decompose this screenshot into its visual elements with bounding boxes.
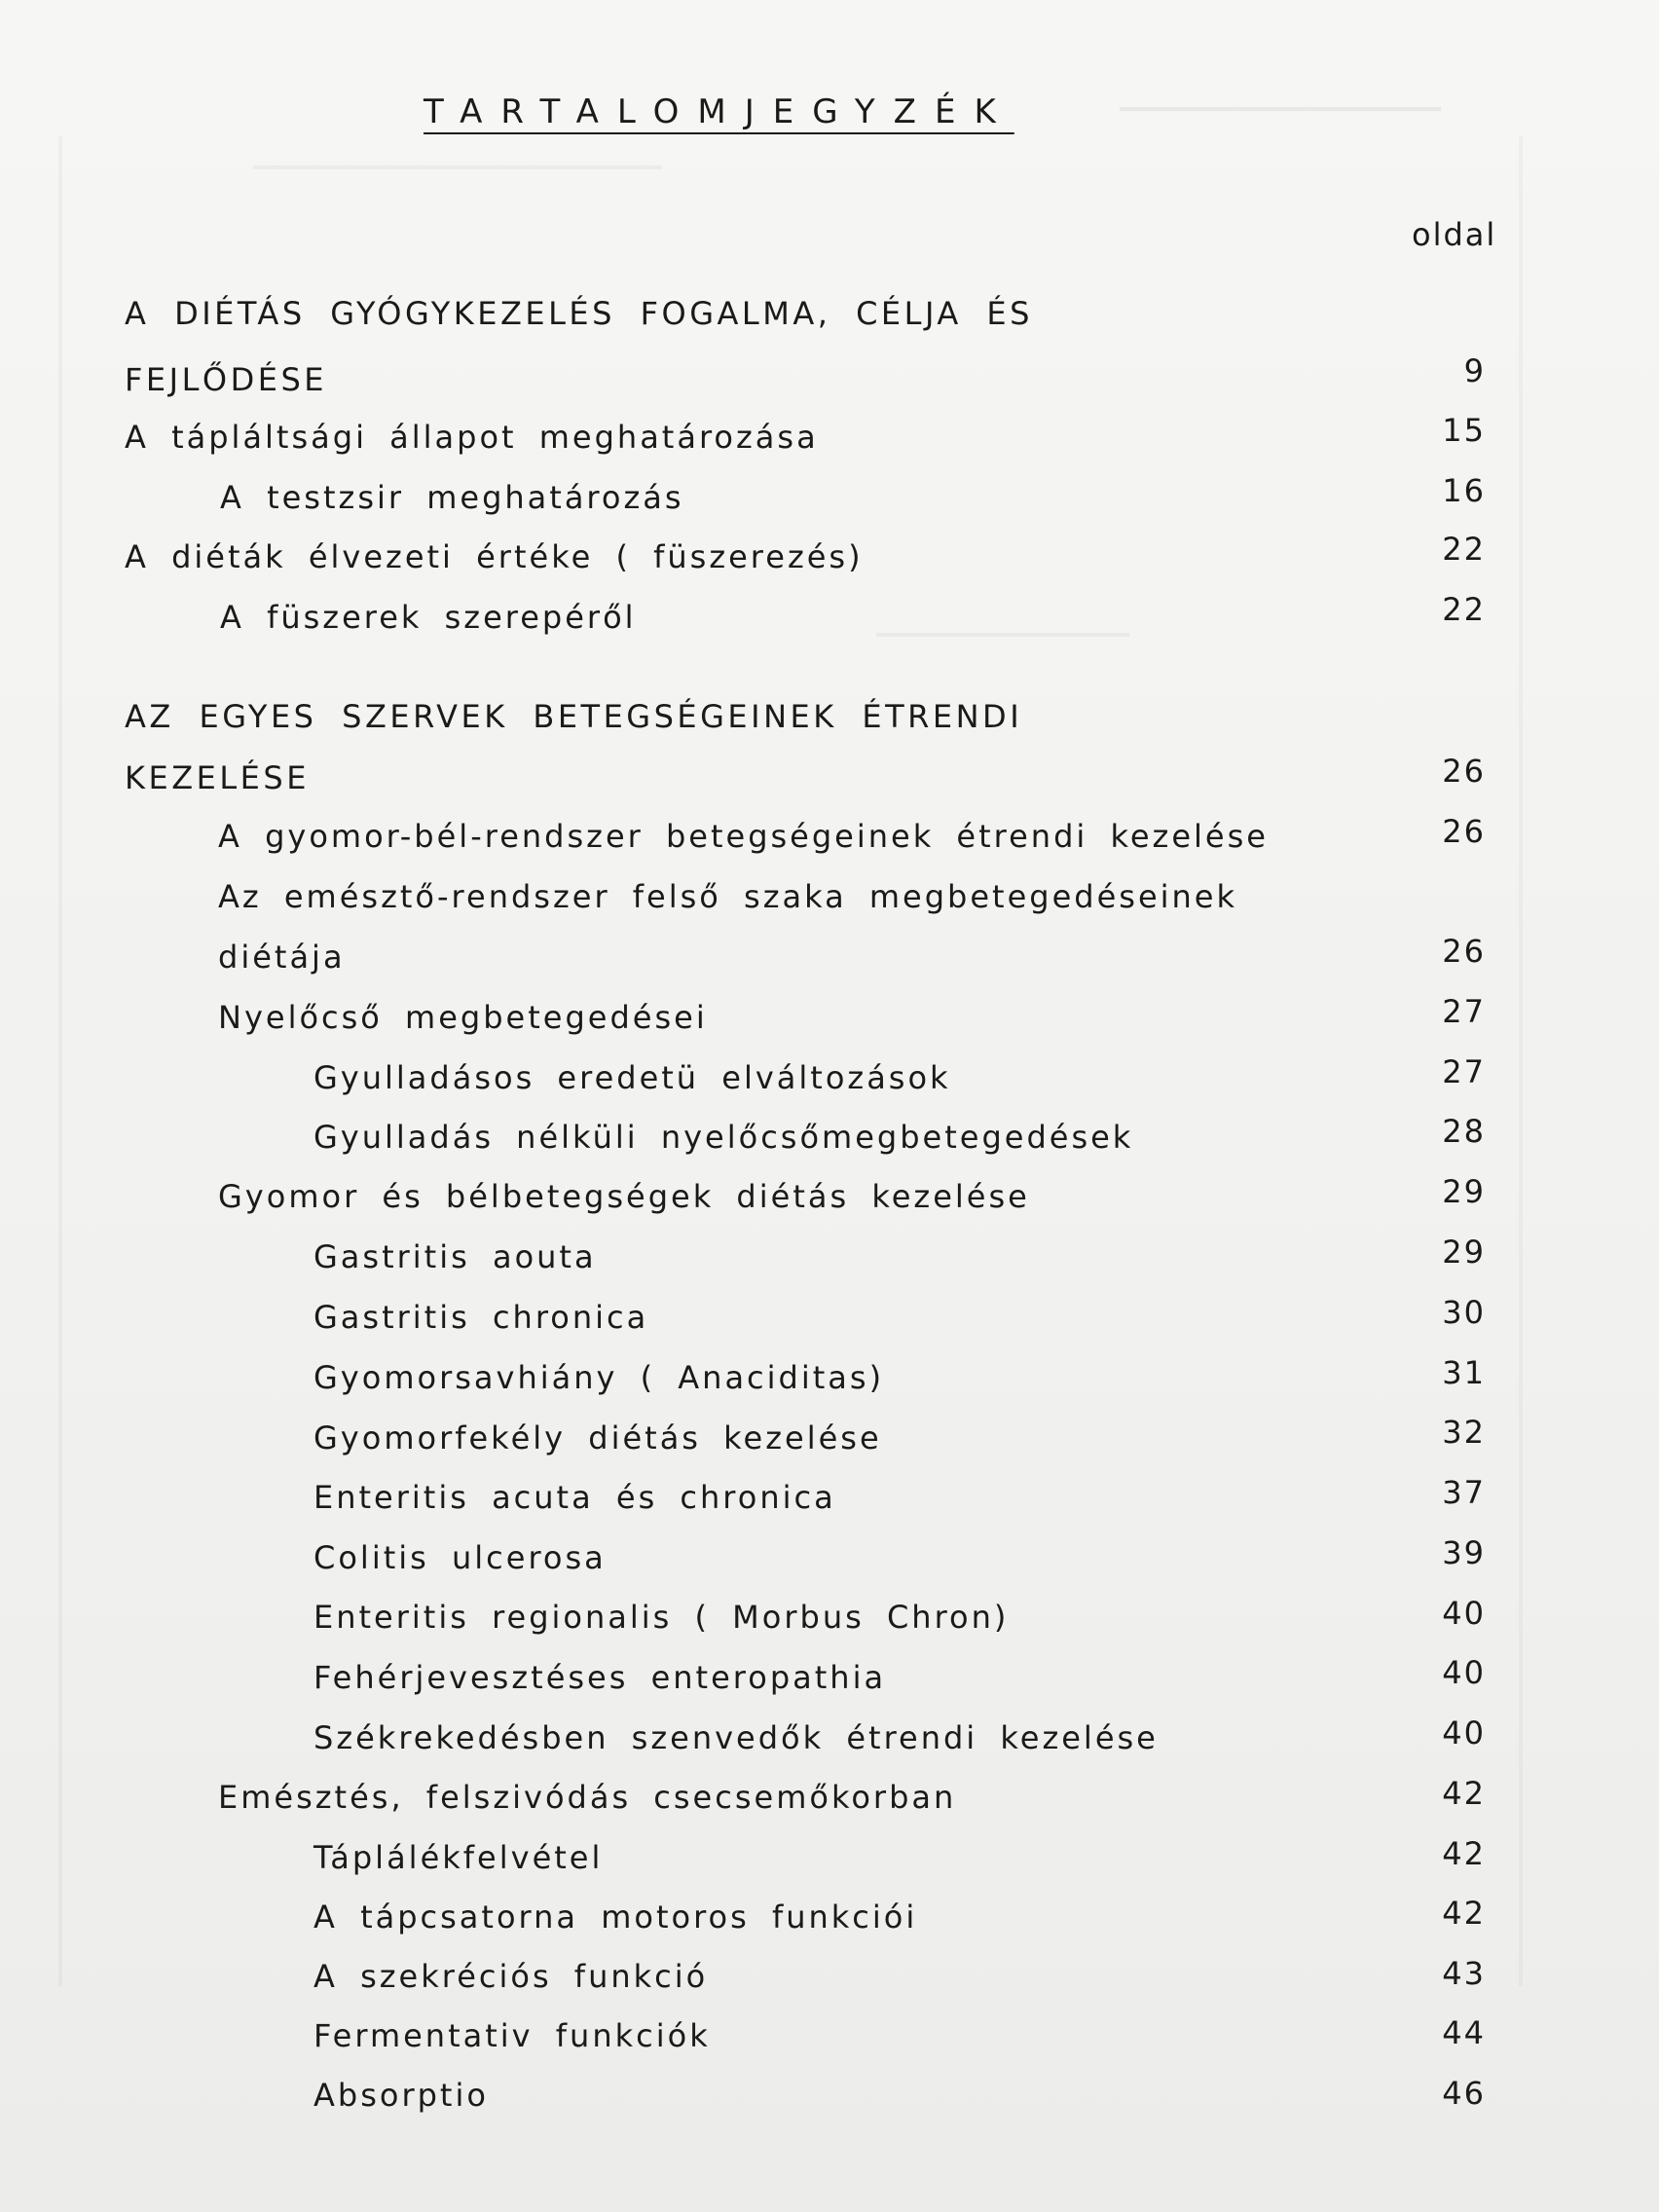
toc-entry[interactable]: Absorptio xyxy=(313,2077,489,2114)
toc-page-number: 22 xyxy=(1442,531,1486,568)
page-column-label: oldal xyxy=(1412,216,1497,253)
toc-page-number: 40 xyxy=(1442,1595,1486,1632)
toc-page-number: 46 xyxy=(1442,2075,1486,2112)
toc-entry[interactable]: A tápláltsági állapot meghatározása xyxy=(125,419,819,456)
toc-entry[interactable]: Colitis ulcerosa xyxy=(313,1539,607,1576)
toc-entry[interactable]: Emésztés, felszivódás csecsemőkorban xyxy=(218,1779,957,1816)
toc-entry[interactable]: Nyelőcső megbetegedései xyxy=(218,999,708,1036)
toc-page-number: 29 xyxy=(1442,1173,1486,1210)
toc-entry[interactable]: Fermentativ funkciók xyxy=(313,2017,711,2054)
toc-page-number: 26 xyxy=(1442,813,1486,850)
toc-entry[interactable]: A tápcsatorna motoros funkciói xyxy=(313,1899,918,1936)
toc-page-number: 29 xyxy=(1442,1234,1486,1271)
toc-entry[interactable]: Gyulladás nélküli nyelőcsőmegbetegedések xyxy=(313,1119,1134,1156)
toc-entry[interactable]: A DIÉTÁS GYÓGYKEZELÉS FOGALMA, CÉLJA ÉS xyxy=(125,295,1033,332)
toc-page-number: 22 xyxy=(1442,591,1486,628)
toc-entry[interactable]: A szekréciós funkció xyxy=(313,1958,709,1995)
toc-page-number: 42 xyxy=(1442,1895,1486,1932)
toc-page-number: 37 xyxy=(1442,1474,1486,1511)
toc-entry[interactable]: A gyomor-bél-rendszer betegségeinek étrendi kezelése xyxy=(218,818,1269,855)
toc-page-number: 28 xyxy=(1442,1113,1486,1150)
toc-page-number: 15 xyxy=(1442,412,1486,449)
toc-page-number: 40 xyxy=(1442,1654,1486,1691)
toc-entry[interactable]: A diéták élvezeti értéke ( füszerezés) xyxy=(125,538,864,575)
toc-page-number: 42 xyxy=(1442,1835,1486,1872)
toc-entry[interactable]: Az emésztő-rendszer felső szaka megbetegedéseinek xyxy=(218,878,1238,915)
toc-page-number: 16 xyxy=(1442,472,1486,509)
toc-entry[interactable]: Fehérjevesztéses enteropathia xyxy=(313,1659,887,1696)
toc-entry[interactable]: Táplálékfelvétel xyxy=(313,1839,604,1876)
toc-page-number: 42 xyxy=(1442,1775,1486,1812)
toc-page-number: 40 xyxy=(1442,1714,1486,1751)
toc-entry[interactable]: A testzsir meghatározás xyxy=(220,479,684,516)
toc-entry[interactable]: Gyomorfekély diétás kezelése xyxy=(313,1419,882,1456)
toc-entry[interactable]: Gyomor és bélbetegségek diétás kezelése xyxy=(218,1178,1030,1215)
toc-entry[interactable]: Gyomorsavhiány ( Anaciditas) xyxy=(313,1359,885,1396)
toc-entry[interactable]: A füszerek szerepéről xyxy=(220,599,637,636)
toc-entry[interactable]: Enteritis acuta és chronica xyxy=(313,1479,836,1516)
toc-page-number: 39 xyxy=(1442,1534,1486,1571)
toc-page-number: 27 xyxy=(1442,1053,1486,1090)
toc-entry[interactable]: diétája xyxy=(218,939,346,976)
toc-page-number: 32 xyxy=(1442,1414,1486,1451)
page-title: TARTALOMJEGYZÉK xyxy=(424,92,1014,131)
toc-entry[interactable]: Enteritis regionalis ( Morbus Chron) xyxy=(313,1599,1010,1636)
toc-page-number: 9 xyxy=(1463,352,1486,389)
toc-page-number: 27 xyxy=(1442,993,1486,1030)
toc-page-number: 31 xyxy=(1442,1354,1486,1391)
toc-entry[interactable]: Gyulladásos eredetü elváltozások xyxy=(313,1059,951,1096)
toc-page-number: 43 xyxy=(1442,1955,1486,1992)
toc-page-number: 44 xyxy=(1442,2014,1486,2051)
toc-page-number: 30 xyxy=(1442,1294,1486,1331)
toc-page-number: 26 xyxy=(1442,753,1486,790)
toc-entry[interactable]: Gastritis chronica xyxy=(313,1299,649,1336)
toc-page-number: 26 xyxy=(1442,933,1486,970)
toc-entry[interactable]: FEJLŐDÉSE xyxy=(125,361,327,398)
toc-entry[interactable]: Székrekedésben szenvedők étrendi kezelése xyxy=(313,1719,1159,1756)
toc-entry[interactable]: KEZELÉSE xyxy=(125,759,310,796)
toc-entry[interactable]: Gastritis aouta xyxy=(313,1238,597,1275)
toc-entry[interactable]: AZ EGYES SZERVEK BETEGSÉGEINEK ÉTRENDI xyxy=(125,698,1023,735)
